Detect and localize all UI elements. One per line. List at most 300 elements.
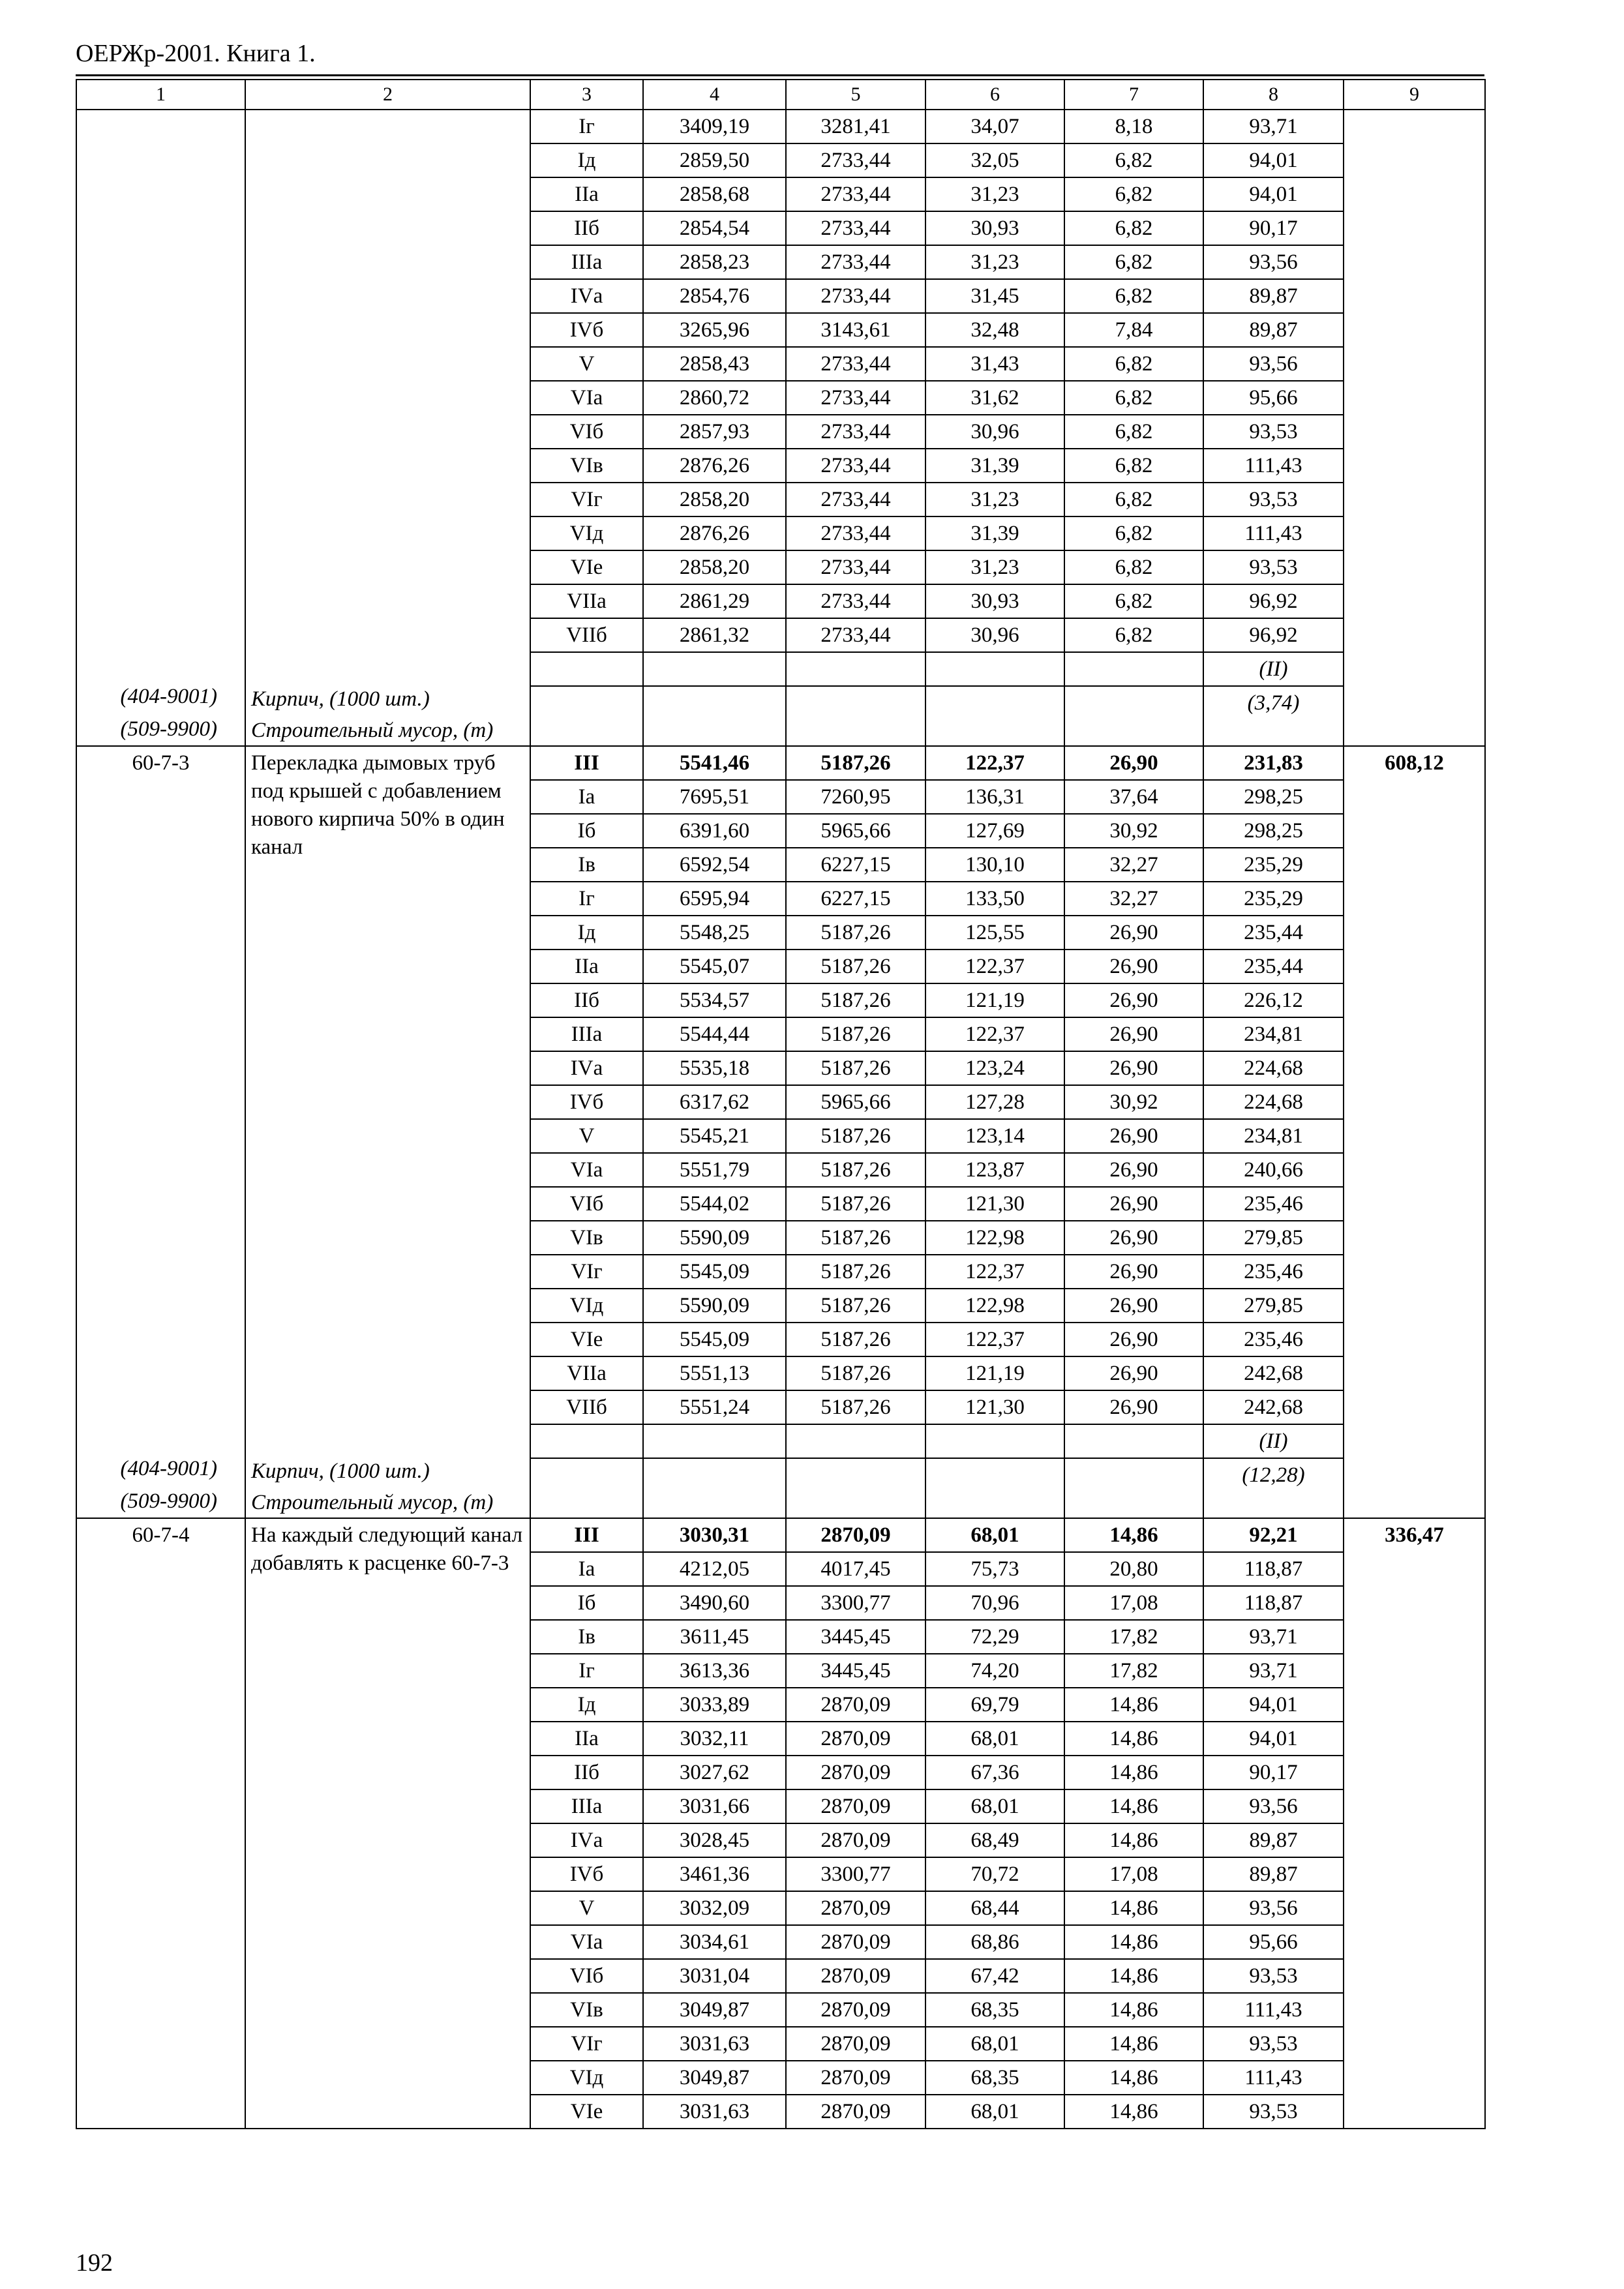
value-cell-c6: 34,07 (925, 110, 1064, 143)
column-number: 8 (1203, 80, 1344, 110)
zone-cell: Iд (530, 143, 643, 177)
zone-cell: VIд (530, 516, 643, 550)
value-cell-c4: 2854,76 (643, 279, 786, 313)
value-cell-c6: 122,98 (925, 1289, 1064, 1323)
value-cell-c6: 123,24 (925, 1051, 1064, 1085)
zone-cell: VIIб (530, 1390, 643, 1424)
value-cell-c8: 94,01 (1203, 1722, 1344, 1756)
value-cell-c5: 5187,26 (786, 1017, 925, 1051)
value-cell-c6: 122,37 (925, 1017, 1064, 1051)
resource-value: (12,28) (1203, 1458, 1344, 1518)
resource-code: (509-9900) (120, 717, 217, 741)
resource-value: (3,74) (1203, 686, 1344, 746)
value-cell-c8: 93,56 (1203, 1789, 1344, 1823)
value-cell-c5: 5187,26 (786, 1390, 925, 1424)
value-cell-c8: 235,29 (1203, 882, 1344, 916)
value-cell-c4: 2876,26 (643, 516, 786, 550)
rate-description-cell (245, 746, 530, 1518)
value-cell-c7: 26,90 (1064, 1119, 1203, 1153)
value-cell-c5: 5187,26 (786, 746, 925, 780)
rate-code-cell (76, 1518, 245, 2129)
value-cell-c6: 69,79 (925, 1688, 1064, 1722)
value-cell-c5: 3281,41 (786, 110, 925, 143)
column-number: 4 (643, 80, 786, 110)
value-cell-c4: 6592,54 (643, 848, 786, 882)
value-cell-c4: 3027,62 (643, 1756, 786, 1789)
value-cell-c8: 93,71 (1203, 1620, 1344, 1654)
value-cell-c6: 68,01 (925, 1722, 1064, 1756)
value-cell-c8: 226,12 (1203, 983, 1344, 1017)
zone-cell: VIг (530, 2027, 643, 2061)
value-cell-c8: 118,87 (1203, 1552, 1344, 1586)
value-cell-c6: 68,01 (925, 2095, 1064, 2129)
value-cell-c7: 14,86 (1064, 2027, 1203, 2061)
value-cell-c7: 26,90 (1064, 1017, 1203, 1051)
value-cell-c4: 5548,25 (643, 916, 786, 950)
value-cell-c4: 5541,46 (643, 746, 786, 780)
value-cell-c4: 3049,87 (643, 2061, 786, 2095)
value-cell-c7: 26,90 (1064, 1323, 1203, 1356)
value-cell-c6: 122,37 (925, 746, 1064, 780)
value-cell-c8: 298,25 (1203, 814, 1344, 848)
value-cell-c5: 2733,44 (786, 415, 925, 449)
value-cell-c7: 26,90 (1064, 1289, 1203, 1323)
value-cell-c7: 14,86 (1064, 1688, 1203, 1722)
value-cell-c5: 5965,66 (786, 814, 925, 848)
value-cell-c6: 75,73 (925, 1552, 1064, 1586)
value-cell-c6: 67,42 (925, 1959, 1064, 1993)
value-cell-c7: 17,08 (1064, 1586, 1203, 1620)
value-cell-c8: 95,66 (1203, 381, 1344, 415)
value-cell-c6: 130,10 (925, 848, 1064, 882)
resource-value: (II) (1203, 1424, 1344, 1458)
value-cell-c5: 2733,44 (786, 177, 925, 211)
value-cell-c7: 14,86 (1064, 1993, 1203, 2027)
value-cell-c7: 14,86 (1064, 1925, 1203, 1959)
value-cell-c8: 111,43 (1203, 1993, 1344, 2027)
value-cell-c5: 2733,44 (786, 584, 925, 618)
value-cell-c7: 17,82 (1064, 1620, 1203, 1654)
value-cell-c8: 96,92 (1203, 584, 1344, 618)
zone-cell: V (530, 347, 643, 381)
value-cell-c8: 93,53 (1203, 2095, 1344, 2129)
value-cell-c8: 118,87 (1203, 1586, 1344, 1620)
value-cell-c5: 3300,77 (786, 1586, 925, 1620)
empty-cell (786, 686, 925, 746)
value-cell-c4: 5551,24 (643, 1390, 786, 1424)
value-cell-c4: 5545,07 (643, 950, 786, 983)
value-cell-c4: 5544,44 (643, 1017, 786, 1051)
resource-names (251, 1455, 527, 1518)
value-cell-c4: 7695,51 (643, 780, 786, 814)
value-cell-c6: 30,96 (925, 415, 1064, 449)
zone-cell: IVб (530, 1085, 643, 1119)
value-cell-c7: 6,82 (1064, 550, 1203, 584)
value-cell-c5: 3445,45 (786, 1654, 925, 1688)
value-cell-c8: 279,85 (1203, 1289, 1344, 1323)
value-cell-c6: 133,50 (925, 882, 1064, 916)
value-cell-c7: 17,08 (1064, 1857, 1203, 1891)
value-cell-c7: 6,82 (1064, 211, 1203, 245)
value-cell-c4: 3031,63 (643, 2027, 786, 2061)
value-cell-c7: 6,82 (1064, 415, 1203, 449)
resource-name: Кирпич, (1000 шт.) (251, 687, 430, 711)
value-cell-c8: 111,43 (1203, 449, 1344, 483)
value-cell-c6: 31,43 (925, 347, 1064, 381)
value-cell-c5: 4017,45 (786, 1552, 925, 1586)
value-cell-c5: 2870,09 (786, 1925, 925, 1959)
value-cell-c7: 30,92 (1064, 814, 1203, 848)
value-cell-c7: 26,90 (1064, 1187, 1203, 1221)
total-cell (1344, 1518, 1485, 2129)
value-cell-c7: 14,86 (1064, 1518, 1203, 1552)
value-cell-c4: 3461,36 (643, 1857, 786, 1891)
value-cell-c8: 234,81 (1203, 1017, 1344, 1051)
value-cell-c8: 93,53 (1203, 2027, 1344, 2061)
column-number: 6 (925, 80, 1064, 110)
value-cell-c8: 96,92 (1203, 618, 1344, 652)
zone-cell: VIв (530, 1993, 643, 2027)
value-cell-c8: 279,85 (1203, 1221, 1344, 1255)
value-cell-c4: 3032,11 (643, 1722, 786, 1756)
zone-cell: VIг (530, 1255, 643, 1289)
value-cell-c5: 3445,45 (786, 1620, 925, 1654)
value-cell-c7: 14,86 (1064, 1823, 1203, 1857)
value-cell-c6: 68,44 (925, 1891, 1064, 1925)
value-cell-c4: 2858,23 (643, 245, 786, 279)
empty-cell (786, 1424, 925, 1458)
zone-cell: V (530, 1891, 643, 1925)
value-cell-c4: 2858,20 (643, 550, 786, 584)
value-cell-c5: 5187,26 (786, 1356, 925, 1390)
value-cell-c4: 3031,04 (643, 1959, 786, 1993)
zone-cell: IVа (530, 1051, 643, 1085)
value-cell-c4: 4212,05 (643, 1552, 786, 1586)
zone-cell: VIб (530, 1959, 643, 1993)
value-cell-c4: 3490,60 (643, 1586, 786, 1620)
value-cell-c6: 74,20 (925, 1654, 1064, 1688)
value-cell-c8: 92,21 (1203, 1518, 1344, 1552)
value-cell-c8: 93,56 (1203, 347, 1344, 381)
rate-description-cell (245, 1518, 530, 2129)
value-cell-c5: 5187,26 (786, 1153, 925, 1187)
empty-cell (530, 652, 643, 686)
zone-cell: Iд (530, 1688, 643, 1722)
value-cell-c8: 298,25 (1203, 780, 1344, 814)
empty-cell (786, 652, 925, 686)
value-cell-c5: 2733,44 (786, 449, 925, 483)
value-cell-c6: 122,98 (925, 1221, 1064, 1255)
value-cell-c4: 5535,18 (643, 1051, 786, 1085)
value-cell-c8: 234,81 (1203, 1119, 1344, 1153)
zone-cell: VIд (530, 1289, 643, 1323)
zone-cell: Iб (530, 1586, 643, 1620)
zone-cell: IIа (530, 1722, 643, 1756)
value-cell-c5: 2870,09 (786, 1756, 925, 1789)
value-cell-c6: 31,23 (925, 177, 1064, 211)
value-cell-c8: 240,66 (1203, 1153, 1344, 1187)
empty-cell (925, 1458, 1064, 1518)
rate-row (76, 110, 1485, 143)
zone-cell: IIб (530, 983, 643, 1017)
value-cell-c5: 2870,09 (786, 1722, 925, 1756)
resource-code: (404-9001) (120, 1457, 217, 1480)
zone-cell: VIв (530, 449, 643, 483)
value-cell-c4: 3032,09 (643, 1891, 786, 1925)
zone-cell: Iв (530, 848, 643, 882)
zone-cell: IVб (530, 313, 643, 347)
value-cell-c6: 122,37 (925, 950, 1064, 983)
value-cell-c6: 72,29 (925, 1620, 1064, 1654)
value-cell-c8: 242,68 (1203, 1390, 1344, 1424)
value-cell-c7: 26,90 (1064, 1390, 1203, 1424)
value-cell-c7: 14,86 (1064, 1959, 1203, 1993)
value-cell-c7: 32,27 (1064, 848, 1203, 882)
value-cell-c7: 6,82 (1064, 449, 1203, 483)
value-cell-c6: 123,87 (925, 1153, 1064, 1187)
value-cell-c4: 5545,09 (643, 1255, 786, 1289)
zone-cell: IIа (530, 177, 643, 211)
zone-cell: VIд (530, 2061, 643, 2095)
value-cell-c7: 6,82 (1064, 381, 1203, 415)
zone-cell: IIIа (530, 1789, 643, 1823)
resource-name: Строительный мусор, (т) (251, 1491, 494, 1514)
resource-value: (II) (1203, 652, 1344, 686)
value-cell-c6: 68,35 (925, 2061, 1064, 2095)
resource-name: Кирпич, (1000 шт.) (251, 1459, 430, 1483)
resource-names (251, 683, 527, 745)
value-cell-c8: 224,68 (1203, 1085, 1344, 1119)
value-cell-c7: 6,82 (1064, 245, 1203, 279)
value-cell-c6: 31,39 (925, 449, 1064, 483)
value-cell-c8: 235,46 (1203, 1255, 1344, 1289)
value-cell-c6: 121,19 (925, 983, 1064, 1017)
value-cell-c6: 31,23 (925, 550, 1064, 584)
value-cell-c7: 14,86 (1064, 1722, 1203, 1756)
value-cell-c8: 89,87 (1203, 313, 1344, 347)
document-header: ОЕРЖр-2001. Книга 1. (76, 40, 316, 67)
empty-cell (1064, 686, 1203, 746)
value-cell-c4: 6391,60 (643, 814, 786, 848)
zone-cell: VIIа (530, 584, 643, 618)
total-value: 608,12 (1385, 751, 1444, 775)
zone-cell: V (530, 1119, 643, 1153)
zone-cell: VIIб (530, 618, 643, 652)
value-cell-c4: 3033,89 (643, 1688, 786, 1722)
value-cell-c8: 93,53 (1203, 415, 1344, 449)
column-number: 7 (1064, 80, 1203, 110)
empty-cell (643, 1424, 786, 1458)
value-cell-c8: 111,43 (1203, 2061, 1344, 2095)
zone-cell: IVб (530, 1857, 643, 1891)
rates-table (76, 79, 1486, 2129)
column-number: 2 (245, 80, 530, 110)
value-cell-c7: 37,64 (1064, 780, 1203, 814)
value-cell-c8: 235,29 (1203, 848, 1344, 882)
value-cell-c8: 93,53 (1203, 483, 1344, 516)
rate-code-cell (76, 110, 245, 746)
value-cell-c6: 127,69 (925, 814, 1064, 848)
value-cell-c7: 14,86 (1064, 2061, 1203, 2095)
column-number: 9 (1344, 80, 1485, 110)
value-cell-c5: 5965,66 (786, 1085, 925, 1119)
value-cell-c5: 5187,26 (786, 1323, 925, 1356)
value-cell-c5: 3300,77 (786, 1857, 925, 1891)
value-cell-c5: 2870,09 (786, 1993, 925, 2027)
value-cell-c4: 2861,32 (643, 618, 786, 652)
value-cell-c5: 2733,44 (786, 483, 925, 516)
value-cell-c5: 5187,26 (786, 1051, 925, 1085)
rate-description: Перекладка дымовых труб под крышей с добавлением нового кирпича 50% в один канал (251, 751, 505, 859)
value-cell-c8: 89,87 (1203, 1857, 1344, 1891)
value-cell-c5: 2870,09 (786, 2061, 925, 2095)
value-cell-c4: 3409,19 (643, 110, 786, 143)
total-value: 336,47 (1385, 1523, 1444, 1547)
empty-cell (925, 1424, 1064, 1458)
value-cell-c6: 30,93 (925, 584, 1064, 618)
zone-cell: IIIа (530, 245, 643, 279)
value-cell-c7: 14,86 (1064, 1756, 1203, 1789)
value-cell-c8: 93,71 (1203, 1654, 1344, 1688)
value-cell-c7: 7,84 (1064, 313, 1203, 347)
value-cell-c6: 68,49 (925, 1823, 1064, 1857)
value-cell-c4: 6317,62 (643, 1085, 786, 1119)
value-cell-c7: 6,82 (1064, 483, 1203, 516)
value-cell-c7: 6,82 (1064, 143, 1203, 177)
value-cell-c8: 93,56 (1203, 245, 1344, 279)
value-cell-c5: 5187,26 (786, 1119, 925, 1153)
empty-cell (530, 1458, 643, 1518)
value-cell-c8: 93,53 (1203, 550, 1344, 584)
zone-cell: Iг (530, 1654, 643, 1688)
value-cell-c6: 121,30 (925, 1390, 1064, 1424)
value-cell-c5: 2733,44 (786, 381, 925, 415)
value-cell-c8: 90,17 (1203, 1756, 1344, 1789)
value-cell-c6: 31,23 (925, 483, 1064, 516)
value-cell-c6: 127,28 (925, 1085, 1064, 1119)
value-cell-c4: 3265,96 (643, 313, 786, 347)
value-cell-c8: 94,01 (1203, 1688, 1344, 1722)
resource-name: Строительный мусор, (т) (251, 719, 494, 742)
value-cell-c5: 5187,26 (786, 950, 925, 983)
value-cell-c8: 93,71 (1203, 110, 1344, 143)
rate-row (76, 746, 1485, 780)
zone-cell: VIе (530, 2095, 643, 2129)
value-cell-c6: 70,72 (925, 1857, 1064, 1891)
value-cell-c8: 235,46 (1203, 1187, 1344, 1221)
value-cell-c8: 224,68 (1203, 1051, 1344, 1085)
value-cell-c7: 17,82 (1064, 1654, 1203, 1688)
value-cell-c4: 5534,57 (643, 983, 786, 1017)
value-cell-c5: 2733,44 (786, 618, 925, 652)
value-cell-c8: 89,87 (1203, 1823, 1344, 1857)
zone-cell: VIб (530, 415, 643, 449)
value-cell-c4: 2861,29 (643, 584, 786, 618)
zone-cell: Iа (530, 780, 643, 814)
value-cell-c6: 31,23 (925, 245, 1064, 279)
empty-cell (643, 1458, 786, 1518)
value-cell-c6: 31,62 (925, 381, 1064, 415)
value-cell-c5: 5187,26 (786, 1289, 925, 1323)
empty-cell (1064, 652, 1203, 686)
value-cell-c4: 2857,93 (643, 415, 786, 449)
zone-cell: VIа (530, 381, 643, 415)
value-cell-c5: 2870,09 (786, 1789, 925, 1823)
rate-code: 60-7-3 (132, 751, 190, 775)
value-cell-c4: 2858,68 (643, 177, 786, 211)
value-cell-c8: 89,87 (1203, 279, 1344, 313)
zone-cell: Iг (530, 110, 643, 143)
resource-codes (121, 1452, 217, 1518)
value-cell-c5: 5187,26 (786, 1221, 925, 1255)
value-cell-c6: 68,86 (925, 1925, 1064, 1959)
value-cell-c7: 6,82 (1064, 177, 1203, 211)
value-cell-c7: 26,90 (1064, 1221, 1203, 1255)
empty-cell (925, 686, 1064, 746)
value-cell-c8: 94,01 (1203, 143, 1344, 177)
value-cell-c6: 68,35 (925, 1993, 1064, 2027)
value-cell-c8: 95,66 (1203, 1925, 1344, 1959)
value-cell-c4: 6595,94 (643, 882, 786, 916)
value-cell-c5: 2870,09 (786, 2027, 925, 2061)
value-cell-c6: 68,01 (925, 2027, 1064, 2061)
value-cell-c5: 6227,15 (786, 882, 925, 916)
value-cell-c5: 2870,09 (786, 1891, 925, 1925)
zone-cell: VIIа (530, 1356, 643, 1390)
value-cell-c8: 90,17 (1203, 211, 1344, 245)
value-cell-c7: 8,18 (1064, 110, 1203, 143)
value-cell-c4: 5545,21 (643, 1119, 786, 1153)
zone-cell: VIб (530, 1187, 643, 1221)
rate-code (77, 110, 245, 112)
zone-cell: VIа (530, 1925, 643, 1959)
value-cell-c7: 26,90 (1064, 1356, 1203, 1390)
value-cell-c8: 235,44 (1203, 916, 1344, 950)
value-cell-c4: 3031,63 (643, 2095, 786, 2129)
value-cell-c7: 26,90 (1064, 1255, 1203, 1289)
value-cell-c6: 30,96 (925, 618, 1064, 652)
empty-cell (643, 686, 786, 746)
value-cell-c4: 5590,09 (643, 1221, 786, 1255)
value-cell-c5: 2733,44 (786, 550, 925, 584)
value-cell-c7: 26,90 (1064, 916, 1203, 950)
value-cell-c7: 6,82 (1064, 618, 1203, 652)
column-number: 5 (786, 80, 925, 110)
value-cell-c6: 136,31 (925, 780, 1064, 814)
value-cell-c4: 3611,45 (643, 1620, 786, 1654)
value-cell-c4: 5544,02 (643, 1187, 786, 1221)
empty-cell (530, 686, 643, 746)
value-cell-c4: 2858,20 (643, 483, 786, 516)
value-cell-c7: 14,86 (1064, 1891, 1203, 1925)
value-cell-c5: 5187,26 (786, 1255, 925, 1289)
value-cell-c6: 123,14 (925, 1119, 1064, 1153)
value-cell-c7: 6,82 (1064, 347, 1203, 381)
value-cell-c4: 3049,87 (643, 1993, 786, 2027)
value-cell-c5: 2870,09 (786, 1823, 925, 1857)
zone-cell: IVа (530, 279, 643, 313)
rate-code-cell (76, 746, 245, 1518)
resource-code: (509-9900) (120, 1489, 217, 1513)
zone-cell: IIб (530, 1756, 643, 1789)
value-cell-c4: 3031,66 (643, 1789, 786, 1823)
value-cell-c7: 14,86 (1064, 1789, 1203, 1823)
value-cell-c6: 32,48 (925, 313, 1064, 347)
value-cell-c6: 125,55 (925, 916, 1064, 950)
resource-codes (121, 680, 217, 745)
value-cell-c7: 6,82 (1064, 516, 1203, 550)
zone-cell: VIг (530, 483, 643, 516)
